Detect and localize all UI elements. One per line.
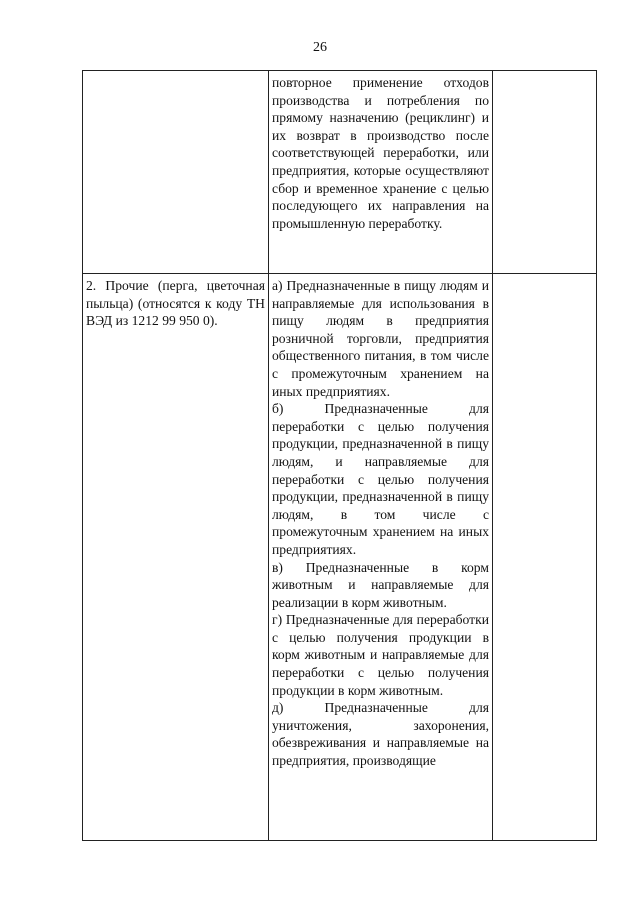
page-number: 26 bbox=[313, 40, 327, 55]
purpose-paragraph: б) Предназначенные для переработки с целью получения продукции, предназначенной в пищу людям, и направляемые для переработки с целью получения продукции, предназначенной в пищу людям, в том числе с промежуточным хранением на иных предприятиях. bbox=[272, 401, 489, 557]
category-cell bbox=[83, 71, 269, 274]
table-row bbox=[83, 274, 597, 841]
notes-cell bbox=[493, 274, 597, 841]
purpose-paragraph: а) Предназначенные в пищу людям и направляемые для использования в пищу людям в предприятия розничной торговли, предприятия общественного питания, в том числе с промежуточным хранением на иных предприятиях. bbox=[272, 278, 489, 399]
purpose-paragraph: г) Предназначенные для переработки с целью получения продукции в корм животным и направляемые для переработки с целью получения продукции в корм животным. bbox=[272, 612, 489, 698]
notes-cell bbox=[493, 71, 597, 274]
table-row bbox=[83, 71, 597, 274]
purpose-cell bbox=[269, 71, 493, 274]
purpose-cell bbox=[269, 274, 493, 841]
purpose-paragraph: повторное применение отходов производства и потребления по прямому назначению (рециклинг) и их возврат в производство после соответствующей переработки, или предприятия, которые осуществляют сбор и временное хранение с целью последующего их направления на промышленную переработку. bbox=[272, 75, 489, 231]
purpose-paragraph: д) Предназначенные для уничтожения, захоронения, обезвреживания и направляемые на предприятия, производящие bbox=[272, 700, 489, 769]
purpose-paragraph: в) Предназначенные в корм животным и направляемые для реализации в корм животным. bbox=[272, 559, 489, 610]
category-cell: 2. Прочие (перга, цветочная пыльца) (относятся к коду ТН ВЭД из 1212 99 950 0). bbox=[83, 274, 269, 841]
regulation-table bbox=[82, 70, 597, 841]
